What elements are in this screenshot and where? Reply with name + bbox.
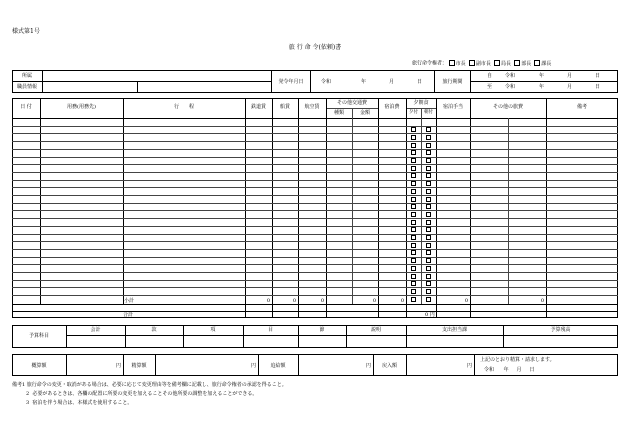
- returned-label: 戻入額: [381, 363, 397, 369]
- checkbox-icon[interactable]: [534, 60, 540, 66]
- table-row[interactable]: [12, 257, 618, 265]
- meal-checkbox[interactable]: [426, 173, 431, 178]
- meal-checkbox[interactable]: [411, 166, 416, 171]
- settled-yen[interactable]: 円: [250, 363, 256, 369]
- table-row[interactable]: [12, 241, 618, 249]
- col-type: 種類: [333, 110, 344, 116]
- budget-cell[interactable]: [406, 336, 503, 347]
- meal-checkbox[interactable]: [426, 135, 431, 140]
- budget-col-header: 節: [319, 327, 325, 333]
- returned-yen[interactable]: 円: [466, 363, 472, 369]
- meal-checkbox[interactable]: [426, 204, 431, 209]
- meal-checkbox[interactable]: [411, 243, 416, 248]
- meal-checkbox[interactable]: [411, 143, 416, 148]
- meal-checkbox[interactable]: [411, 127, 416, 132]
- meal-checkbox[interactable]: [411, 135, 416, 140]
- table-row[interactable]: [12, 149, 618, 157]
- checkbox-icon[interactable]: [469, 60, 475, 66]
- meal-checkbox[interactable]: [411, 158, 416, 163]
- staff-info-label: 職員情報: [16, 84, 37, 90]
- meal-checkbox[interactable]: [426, 181, 431, 186]
- meal-checkbox[interactable]: [411, 227, 416, 232]
- col-ship: 船賃: [279, 104, 290, 110]
- meal-checkbox[interactable]: [426, 197, 431, 202]
- meal-checkbox[interactable]: [411, 150, 416, 155]
- settlement-statement: 上記のとおり精算・請求します。: [480, 357, 555, 363]
- col-date: 日 付: [20, 104, 32, 110]
- col-amount: 金額: [359, 110, 370, 116]
- col-lodging: 宿泊費: [384, 104, 400, 110]
- travel-period-label: 旅行期間: [442, 79, 463, 85]
- settlement-date[interactable]: 令和 年 月 日: [484, 367, 535, 373]
- subtotal-other-amount: 0: [372, 298, 376, 304]
- meal-checkbox[interactable]: [411, 258, 416, 263]
- authority-option-dept-head[interactable]: 部長: [514, 61, 531, 67]
- meal-checkbox[interactable]: [411, 281, 416, 286]
- meal-checkbox[interactable]: [426, 266, 431, 271]
- budget-cell[interactable]: [503, 336, 618, 347]
- settled-label: 精算額: [131, 363, 147, 369]
- subtotal-ship: 0: [292, 298, 296, 304]
- table-row[interactable]: [12, 133, 618, 141]
- total-value: 0 円: [425, 312, 435, 318]
- meal-checkbox[interactable]: [426, 250, 431, 255]
- budget-col-header: 会計: [90, 327, 101, 333]
- table-row[interactable]: [12, 272, 618, 280]
- staff-name-field[interactable]: [138, 82, 270, 92]
- budget-col-header: 説明: [370, 327, 381, 333]
- col-other-expense: その他の旅費: [492, 104, 523, 110]
- table-row[interactable]: [12, 126, 618, 134]
- meal-checkbox[interactable]: [426, 281, 431, 286]
- col-remarks: 備考: [576, 104, 587, 110]
- budget-cell[interactable]: [125, 336, 183, 347]
- authority-label: 旅行命令権者：: [412, 60, 448, 67]
- meal-checkbox[interactable]: [411, 220, 416, 225]
- col-meal: 夕朝食: [413, 100, 429, 106]
- col-other-transport: その他交通費: [336, 100, 367, 106]
- budget-cell[interactable]: [183, 336, 243, 347]
- meal-checkbox[interactable]: [411, 204, 416, 209]
- meal-checkbox[interactable]: [426, 258, 431, 263]
- budget-cell[interactable]: [243, 336, 298, 347]
- page-title: 旅 行 命 令(依頼)書: [288, 44, 342, 51]
- meal-checkbox[interactable]: [426, 212, 431, 217]
- checkbox-icon[interactable]: [514, 60, 520, 66]
- col-itinerary: 行 程: [173, 104, 194, 110]
- budget-label: 予算科目: [28, 333, 49, 339]
- meal-checkbox[interactable]: [426, 289, 431, 294]
- budget-col-header: 予算残高: [550, 327, 571, 333]
- issue-date-label: 発令年月日: [278, 79, 304, 85]
- note-2: 2 必要があるときは、各欄の配置に所要の変更を加えることその他所要の調整を加えることができる。: [26, 391, 258, 397]
- col-rail: 鉄道賃: [250, 104, 266, 110]
- authority-row: [412, 60, 551, 67]
- col-air: 航空賃: [304, 104, 320, 110]
- meal-checkbox[interactable]: [426, 227, 431, 232]
- table-row[interactable]: [12, 226, 618, 234]
- meal-checkbox[interactable]: [426, 297, 431, 302]
- meal-checkbox[interactable]: [426, 166, 431, 171]
- budget-cell[interactable]: [298, 336, 346, 347]
- budget-col-header: 支出担当課: [441, 327, 467, 333]
- meal-checkbox[interactable]: [426, 235, 431, 240]
- table-row[interactable]: [12, 210, 618, 218]
- staff-id-field[interactable]: [43, 82, 136, 92]
- meal-checkbox[interactable]: [411, 289, 416, 294]
- meal-checkbox[interactable]: [426, 220, 431, 225]
- table-row[interactable]: [12, 218, 618, 226]
- period-from-field[interactable]: 自 令和 年 月 日: [487, 73, 601, 79]
- meal-checkbox[interactable]: [411, 250, 416, 255]
- subtotal-other-expense: 0: [540, 298, 544, 304]
- total-label: 合計: [122, 312, 133, 318]
- meal-checkbox[interactable]: [426, 127, 431, 132]
- subtotal-air: 0: [320, 298, 324, 304]
- table-row[interactable]: [12, 164, 618, 172]
- meal-checkbox[interactable]: [411, 297, 416, 302]
- table-row[interactable]: [12, 287, 618, 295]
- subtotal-rail: 0: [266, 298, 270, 304]
- meal-checkbox[interactable]: [411, 212, 416, 217]
- meal-checkbox[interactable]: [411, 189, 416, 194]
- table-row[interactable]: [12, 249, 618, 257]
- meal-checkbox[interactable]: [411, 197, 416, 202]
- table-row[interactable]: [12, 234, 618, 242]
- authority-option-mayor[interactable]: 市長: [449, 61, 466, 67]
- table-row[interactable]: [12, 118, 618, 126]
- additional-label: 追給額: [270, 363, 286, 369]
- note-3: 3 宿泊を伴う場合は、本様式を使用すること。: [26, 400, 133, 406]
- meal-checkbox[interactable]: [426, 150, 431, 155]
- meal-checkbox[interactable]: [411, 235, 416, 240]
- authority-option-section-head[interactable]: 課長: [534, 61, 551, 67]
- affiliation-label: 所属: [21, 73, 32, 79]
- table-row[interactable]: [12, 180, 618, 188]
- col-lodging-allowance: 宿泊手当: [442, 104, 463, 110]
- estimate-label: 概算額: [31, 363, 47, 369]
- meal-checkbox[interactable]: [426, 143, 431, 148]
- table-row[interactable]: [12, 203, 618, 211]
- checkbox-icon[interactable]: [449, 60, 455, 66]
- affiliation-field[interactable]: [43, 71, 270, 81]
- issue-date-field[interactable]: 令和 年 月 日: [321, 79, 423, 85]
- table-row[interactable]: [12, 157, 618, 165]
- authority-option-director[interactable]: 局長: [494, 61, 511, 67]
- period-to-field[interactable]: 至 令和 年 月 日: [487, 84, 601, 90]
- form-code: 様式第1号: [12, 28, 40, 35]
- subtotal-lodging-allowance: 0: [464, 298, 468, 304]
- note-1: 備考1 旅行命令の変更・取消がある場合は、必要に応じて変更理由等を備考欄に記載し、旅行命令権者の承認を得ること。: [12, 382, 287, 388]
- checkbox-icon[interactable]: [494, 60, 500, 66]
- authority-option-deputy-mayor[interactable]: 副市長: [469, 61, 491, 67]
- meal-checkbox[interactable]: [426, 243, 431, 248]
- budget-col-header: 款: [151, 327, 157, 333]
- col-dinner: 夕付: [409, 110, 418, 115]
- meal-checkbox[interactable]: [411, 266, 416, 271]
- table-row[interactable]: [12, 264, 618, 272]
- table-row[interactable]: [12, 187, 618, 195]
- subtotal-lodging: 0: [400, 298, 404, 304]
- estimate-yen[interactable]: 円: [115, 363, 121, 369]
- col-breakfast: 朝付: [424, 110, 433, 115]
- meal-checkbox[interactable]: [411, 274, 416, 279]
- table-row[interactable]: [12, 280, 618, 288]
- subtotal-label: 小計: [123, 298, 134, 304]
- meal-checkbox[interactable]: [426, 189, 431, 194]
- meal-checkbox[interactable]: [411, 181, 416, 186]
- col-business: 用務(用務先): [67, 104, 96, 110]
- budget-col-header: 項: [210, 327, 216, 333]
- budget-cell[interactable]: [66, 336, 125, 347]
- meal-checkbox[interactable]: [426, 158, 431, 163]
- table-row[interactable]: [12, 141, 618, 149]
- table-row[interactable]: [12, 172, 618, 180]
- budget-col-header: 目: [267, 327, 273, 333]
- table-row[interactable]: [12, 195, 618, 203]
- budget-cell[interactable]: [346, 336, 406, 347]
- meal-checkbox[interactable]: [411, 173, 416, 178]
- additional-yen[interactable]: 円: [365, 363, 371, 369]
- meal-checkbox[interactable]: [426, 274, 431, 279]
